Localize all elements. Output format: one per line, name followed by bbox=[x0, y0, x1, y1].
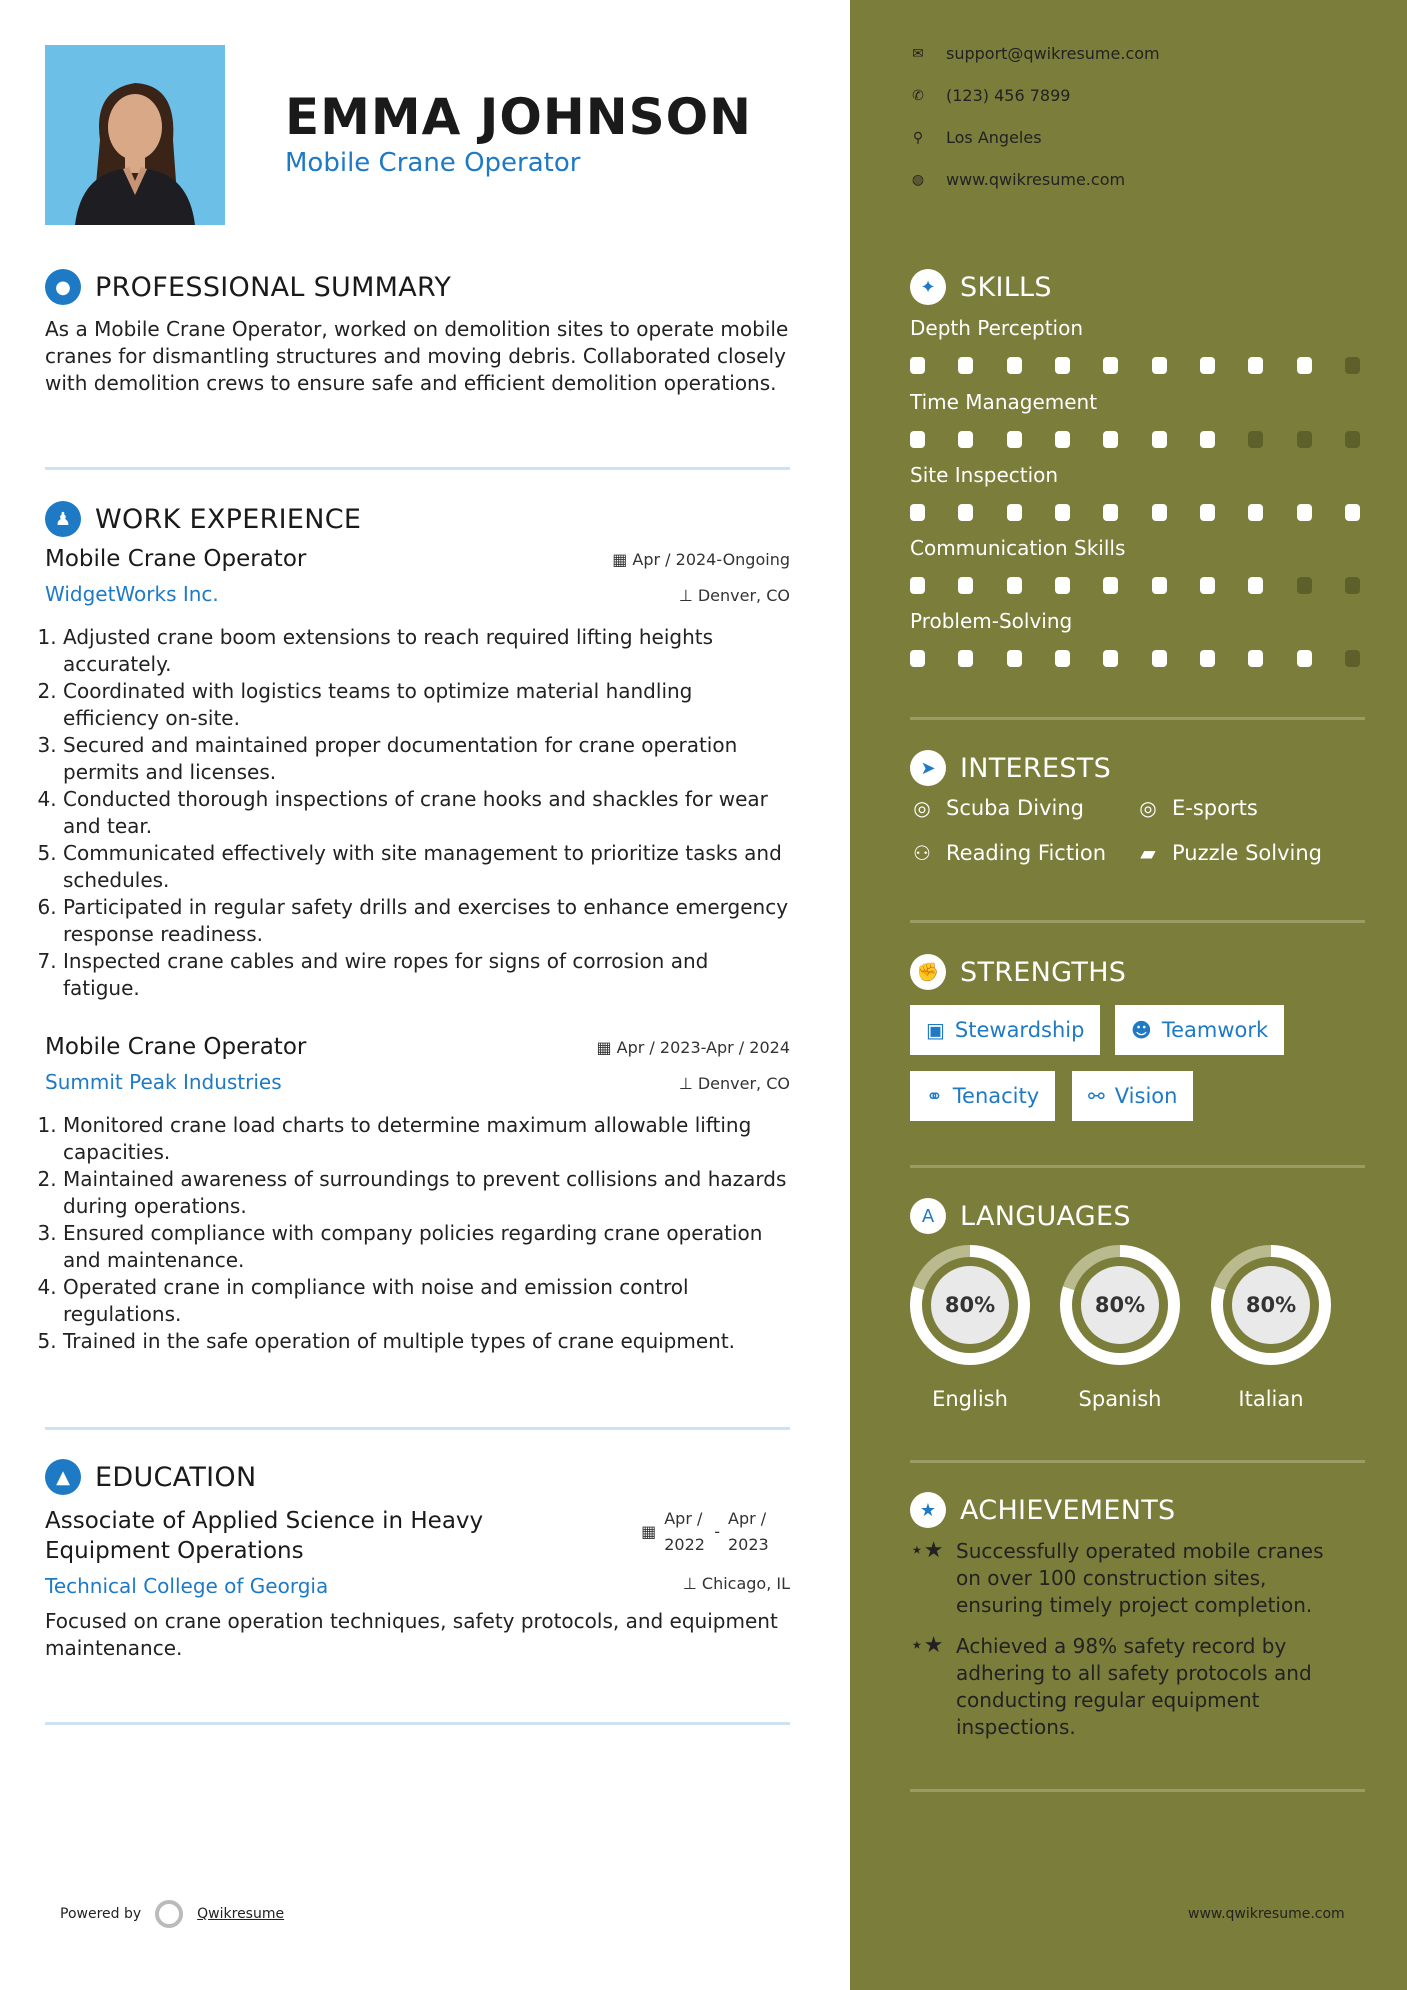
list-item: 7. Inspected crane cables and wire ropes for signs of corrosion and fatigue. bbox=[63, 948, 790, 1002]
job-duties bbox=[45, 1112, 790, 1355]
list-item: 6. Participated in regular safety drills and exercises to enhance emergency response readiness. bbox=[63, 894, 790, 948]
job-location: ⊥ Denver, CO bbox=[678, 586, 790, 605]
education-entry bbox=[45, 1506, 790, 1662]
person-photo-illustration bbox=[45, 45, 225, 225]
rating-dot-filled bbox=[958, 431, 973, 448]
rating-dot-filled bbox=[1055, 504, 1070, 521]
section-divider bbox=[910, 717, 1365, 720]
skill-rating bbox=[910, 357, 1360, 374]
languages-title: LANGUAGES bbox=[960, 1200, 1131, 1232]
rating-dot-filled bbox=[958, 577, 973, 594]
rating-dot-filled bbox=[958, 504, 973, 521]
list-item: 5. Communicated effectively with site management to prioritize tasks and schedules. bbox=[63, 840, 790, 894]
rating-dot-empty bbox=[1345, 357, 1360, 374]
strength-chip: ⚯ Vision bbox=[1072, 1071, 1193, 1121]
language-item bbox=[910, 1245, 1030, 1411]
rating-dot-filled bbox=[1152, 650, 1167, 667]
rating-dot-filled bbox=[1345, 504, 1360, 521]
rating-dot-filled bbox=[1055, 650, 1070, 667]
translate-icon: A bbox=[910, 1198, 946, 1234]
achievements-section bbox=[910, 1491, 1365, 1529]
rating-dot-filled bbox=[1248, 577, 1263, 594]
calendar-icon: ▦ bbox=[612, 550, 633, 569]
job-company: Summit Peak Industries bbox=[45, 1070, 282, 1094]
globe-icon: ◍ bbox=[911, 171, 925, 188]
skill-name: Time Management bbox=[910, 390, 1098, 414]
rating-dot-empty bbox=[1345, 650, 1360, 667]
rating-dot-filled bbox=[958, 650, 973, 667]
rating-dot-filled bbox=[910, 357, 925, 374]
rating-dot-filled bbox=[1103, 431, 1118, 448]
calendar-icon: ▦ bbox=[596, 1038, 617, 1057]
interest-item: ◎ Scuba Diving bbox=[910, 796, 1084, 820]
language-ring bbox=[1060, 1245, 1180, 1365]
book-icon: ▰ bbox=[1140, 841, 1156, 865]
rating-dot-filled bbox=[1297, 650, 1312, 667]
section-divider bbox=[910, 1165, 1365, 1168]
skill-item bbox=[910, 316, 1365, 374]
rating-dot-filled bbox=[1007, 504, 1022, 521]
rating-dot-filled bbox=[1055, 357, 1070, 374]
languages-section bbox=[910, 1197, 1365, 1235]
language-ring bbox=[1211, 1245, 1331, 1365]
star-icon: ⋆★ bbox=[910, 1633, 944, 1658]
pin-icon: ⊥ bbox=[678, 586, 698, 605]
rating-dot-filled bbox=[1152, 357, 1167, 374]
rating-dot-filled bbox=[1152, 431, 1167, 448]
star-icon: ⋆★ bbox=[910, 1538, 944, 1563]
candidate-name: EMMA JOHNSON bbox=[285, 88, 752, 146]
rating-dot-filled bbox=[910, 431, 925, 448]
section-divider bbox=[45, 467, 790, 470]
skill-rating bbox=[910, 504, 1360, 521]
rating-dot-filled bbox=[1200, 504, 1215, 521]
list-item: 5. Trained in the safe operation of multiple types of crane equipment. bbox=[63, 1328, 790, 1355]
language-name: English bbox=[932, 1387, 1008, 1411]
section-divider bbox=[910, 1789, 1365, 1792]
candidate-role: Mobile Crane Operator bbox=[285, 148, 581, 178]
interest-item: ◎ E-sports bbox=[1136, 796, 1258, 820]
rating-dot-filled bbox=[1007, 577, 1022, 594]
degree-title: Associate of Applied Science in Heavy Equipment Operations bbox=[45, 1508, 484, 1564]
summary-section bbox=[45, 268, 790, 397]
list-item: 4. Conducted thorough inspections of crane hooks and shackles for wear and tear. bbox=[63, 786, 790, 840]
rating-dot-filled bbox=[1055, 577, 1070, 594]
job-date: ▦ Apr / 2024-Ongoing bbox=[612, 550, 790, 569]
rating-dot-empty bbox=[1297, 577, 1312, 594]
job-title: Mobile Crane Operator bbox=[45, 1034, 307, 1060]
language-name: Italian bbox=[1238, 1387, 1304, 1411]
rating-dot-filled bbox=[1103, 577, 1118, 594]
user-icon: ● bbox=[45, 269, 81, 305]
calendar-icon: ▦ bbox=[641, 1522, 657, 1541]
interest-item: ⚇ Reading Fiction bbox=[910, 841, 1106, 865]
job-date: ▦ Apr / 2023-Apr / 2024 bbox=[596, 1038, 790, 1057]
users-icon: ☻ bbox=[1131, 1018, 1152, 1042]
contact-email[interactable]: ✉ support@qwikresume.com bbox=[910, 44, 1160, 63]
work-section bbox=[45, 500, 790, 1355]
section-divider bbox=[910, 920, 1365, 923]
skills-title: SKILLS bbox=[960, 271, 1052, 303]
achievement-item: ⋆★ Successfully operated mobile cranes on over 100 construction sites, ensuring timely project completion. bbox=[910, 1538, 1324, 1617]
rating-dot-empty bbox=[1248, 431, 1263, 448]
link-icon: ⚭ bbox=[926, 1084, 943, 1108]
summary-title: PROFESSIONAL SUMMARY bbox=[95, 271, 452, 303]
language-percent: 80% bbox=[931, 1266, 1009, 1344]
list-item: 1. Monitored crane load charts to determine maximum allowable lifting capacities. bbox=[63, 1112, 790, 1166]
list-item: 3. Secured and maintained proper documentation for crane operation permits and licenses. bbox=[63, 732, 790, 786]
section-divider bbox=[45, 1722, 790, 1725]
language-percent: 80% bbox=[1081, 1266, 1159, 1344]
language-name: Spanish bbox=[1078, 1387, 1162, 1411]
rating-dot-filled bbox=[1055, 431, 1070, 448]
lifebuoy-icon: ◎ bbox=[1139, 796, 1157, 820]
rating-dot-filled bbox=[1103, 357, 1118, 374]
rating-dot-empty bbox=[1345, 577, 1360, 594]
language-item bbox=[1211, 1245, 1331, 1411]
skill-rating bbox=[910, 431, 1360, 448]
skill-item bbox=[910, 390, 1365, 448]
rating-dot-filled bbox=[1200, 650, 1215, 667]
skill-name: Site Inspection bbox=[910, 463, 1059, 487]
qwikresume-link[interactable]: Qwikresume bbox=[197, 1906, 285, 1922]
powered-by-label: Powered by bbox=[60, 1906, 142, 1922]
list-item: 4. Operated crane in compliance with noise and emission control regulations. bbox=[63, 1274, 790, 1328]
rating-dot-filled bbox=[910, 577, 925, 594]
education-location: ⊥ Chicago, IL bbox=[682, 1574, 790, 1593]
binoculars-icon: ⚯ bbox=[1088, 1084, 1105, 1108]
strengths-section bbox=[910, 953, 1365, 991]
education-text: Focused on crane operation techniques, safety protocols, and equipment maintenance. bbox=[45, 1609, 778, 1660]
strength-chip: ☻ Teamwork bbox=[1115, 1005, 1284, 1055]
rating-dot-filled bbox=[1152, 504, 1167, 521]
list-item: 2. Coordinated with logistics teams to optimize material handling efficiency on-site. bbox=[63, 678, 790, 732]
footer-powered bbox=[60, 1900, 284, 1928]
graduation-cap-icon: ▲ bbox=[45, 1459, 81, 1495]
job-company: WidgetWorks Inc. bbox=[45, 582, 219, 606]
skill-item bbox=[910, 536, 1365, 594]
briefcase-icon: ▣ bbox=[926, 1018, 945, 1042]
language-ring bbox=[910, 1245, 1030, 1365]
interests-section bbox=[910, 749, 1365, 787]
rating-dot-filled bbox=[958, 357, 973, 374]
fist-icon: ✊ bbox=[910, 954, 946, 990]
skill-item bbox=[910, 463, 1365, 521]
skills-section bbox=[910, 268, 1365, 306]
footer-website[interactable]: www.qwikresume.com bbox=[1188, 1906, 1345, 1922]
school-name: Technical College of Georgia bbox=[45, 1574, 329, 1598]
job-entry bbox=[45, 546, 790, 1002]
section-divider bbox=[45, 1427, 790, 1430]
pin-icon: ⊥ bbox=[678, 1074, 698, 1093]
skill-item bbox=[910, 609, 1365, 667]
chair-icon: ♟ bbox=[45, 501, 81, 537]
achievements-title: ACHIEVEMENTS bbox=[960, 1494, 1176, 1526]
rating-dot-filled bbox=[1200, 577, 1215, 594]
lifebuoy-icon: ◎ bbox=[913, 796, 931, 820]
rating-dot-filled bbox=[1297, 357, 1312, 374]
list-item: 2. Maintained awareness of surroundings to prevent collisions and hazards during operations. bbox=[63, 1166, 790, 1220]
pin-icon: ⊥ bbox=[682, 1574, 702, 1593]
profile-photo bbox=[45, 45, 225, 225]
rating-dot-filled bbox=[1248, 357, 1263, 374]
education-section bbox=[45, 1458, 790, 1662]
interest-item: ▰ Puzzle Solving bbox=[1136, 841, 1322, 865]
skill-rating bbox=[910, 650, 1360, 667]
gamepad-icon: ⚇ bbox=[913, 841, 931, 865]
rating-dot-filled bbox=[910, 504, 925, 521]
qwikresume-logo-icon bbox=[155, 1900, 183, 1928]
job-location: ⊥ Denver, CO bbox=[678, 1074, 790, 1093]
list-item: 1. Adjusted crane boom extensions to reach required lifting heights accurately. bbox=[63, 624, 790, 678]
skill-name: Communication Skills bbox=[910, 536, 1126, 560]
lightbulb-icon: ✦ bbox=[910, 269, 946, 305]
language-item bbox=[1060, 1245, 1180, 1411]
rating-dot-filled bbox=[1200, 431, 1215, 448]
envelope-icon: ✉ bbox=[912, 45, 924, 62]
rating-dot-filled bbox=[1248, 650, 1263, 667]
rating-dot-filled bbox=[910, 650, 925, 667]
paper-plane-icon: ➤ bbox=[910, 750, 946, 786]
star-badge-icon: ★ bbox=[910, 1492, 946, 1528]
summary-text: As a Mobile Crane Operator, worked on demolition sites to operate mobile cranes for dismantling structures and moving debris. Collaborated closely with demolition crews to ensure safe and efficient demolition operations. bbox=[45, 317, 789, 395]
contact-location: ⚲ Los Angeles bbox=[910, 128, 1042, 147]
job-title: Mobile Crane Operator bbox=[45, 546, 307, 572]
achievement-item: ⋆★ Achieved a 98% safety record by adhering to all safety protocols and conducting regular equipment inspections. bbox=[910, 1633, 1312, 1739]
skill-name: Problem-Solving bbox=[910, 609, 1073, 633]
skill-rating bbox=[910, 577, 1360, 594]
rating-dot-filled bbox=[1007, 431, 1022, 448]
location-pin-icon: ⚲ bbox=[912, 129, 924, 146]
rating-dot-filled bbox=[1152, 577, 1167, 594]
work-title: WORK EXPERIENCE bbox=[95, 503, 362, 535]
education-date: ▦ Apr / 2022 - Apr / 2023 bbox=[641, 1509, 769, 1554]
strength-chip: ⚭ Tenacity bbox=[910, 1071, 1055, 1121]
phone-icon: ✆ bbox=[912, 87, 924, 104]
strength-chip: ▣ Stewardship bbox=[910, 1005, 1100, 1055]
interests-title: INTERESTS bbox=[960, 752, 1112, 784]
rating-dot-filled bbox=[1103, 504, 1118, 521]
job-entry bbox=[45, 1034, 790, 1355]
rating-dot-empty bbox=[1297, 431, 1312, 448]
rating-dot-filled bbox=[1007, 650, 1022, 667]
contact-phone[interactable]: ✆ (123) 456 7899 bbox=[910, 86, 1070, 105]
skill-name: Depth Perception bbox=[910, 316, 1084, 340]
language-percent: 80% bbox=[1232, 1266, 1310, 1344]
rating-dot-filled bbox=[1007, 357, 1022, 374]
contact-website[interactable]: ◍ www.qwikresume.com bbox=[911, 170, 1126, 189]
rating-dot-filled bbox=[1248, 504, 1263, 521]
list-item: 3. Ensured compliance with company policies regarding crane operation and maintenance. bbox=[63, 1220, 790, 1274]
rating-dot-empty bbox=[1345, 431, 1360, 448]
rating-dot-filled bbox=[1297, 504, 1312, 521]
education-title: EDUCATION bbox=[95, 1461, 257, 1493]
rating-dot-filled bbox=[1200, 357, 1215, 374]
section-divider bbox=[910, 1460, 1365, 1463]
strengths-title: STRENGTHS bbox=[960, 956, 1127, 988]
rating-dot-filled bbox=[1103, 650, 1118, 667]
job-duties bbox=[45, 624, 790, 1002]
